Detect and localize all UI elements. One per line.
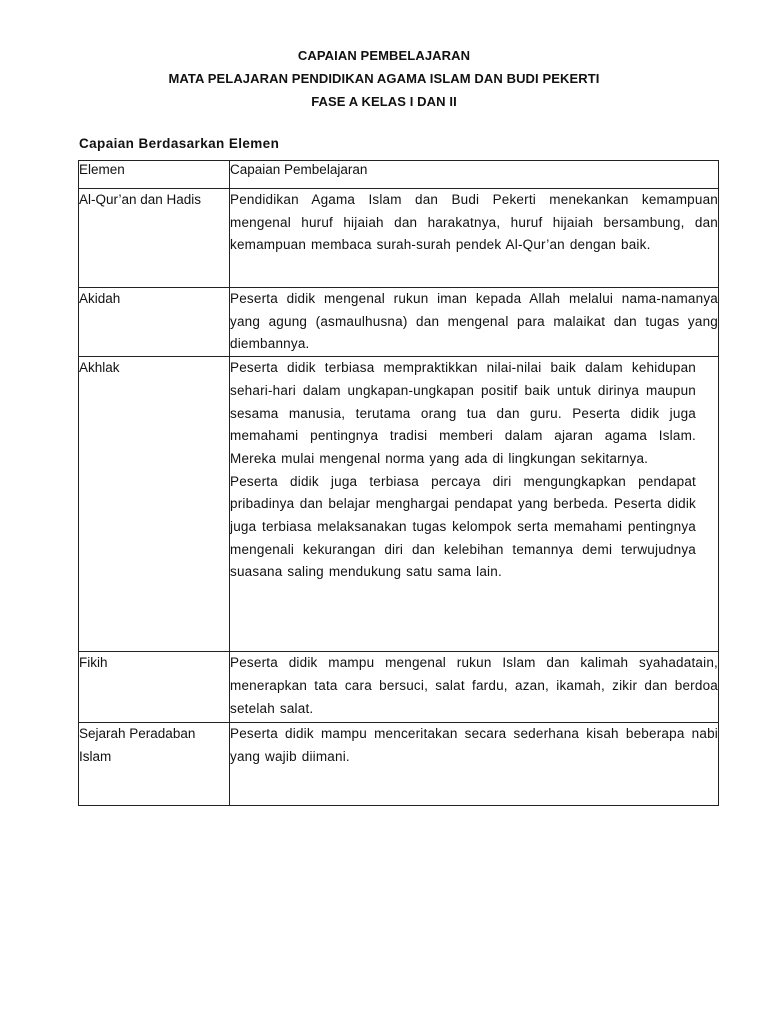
- table-header-row: [79, 161, 719, 189]
- capaian-paragraph: Peserta didik mampu menceritakan secara sederhana kisah beberapa nabi yang wajib diimani.: [230, 726, 718, 764]
- table-row: [79, 288, 719, 357]
- table-row: [79, 652, 719, 723]
- capaian-paragraph: Peserta didik mengenal rukun iman kepada Allah melalui nama-namanya yang agung (asmaulhusna) dan mengenal para malaikat dan tugas yang diembannya.: [230, 291, 718, 352]
- elemen-cell: Fikih: [79, 652, 230, 723]
- capaian-cell: [230, 652, 719, 723]
- capaian-paragraph: Peserta didik mampu mengenal rukun Islam dan kalimah syahadatain, menerapkan tata cara bersuci, salat fardu, azan, ikamah, zikir dan berdoa setelah salat.: [230, 655, 718, 716]
- header-elemen: Elemen: [79, 161, 230, 189]
- table-row: [79, 357, 719, 652]
- capaian-paragraph: Peserta didik juga terbiasa percaya diri mengungkapkan pendapat pribadinya dan belajar menghargai pendapat yang berbeda. Peserta didik juga terbiasa melaksanakan tugas kelompok serta memahami pentingnya mengenali kekurangan diri dan kelebihan temannya demi terwujudnya suasana saling mendukung satu sama lain.: [230, 473, 696, 580]
- elemen-cell: Akhlak: [79, 357, 230, 652]
- elemen-cell: Sejarah Peradaban Islam: [79, 723, 230, 806]
- header-capaian: Capaian Pembelajaran: [230, 161, 719, 189]
- title-line-2: MATA PELAJARAN PENDIDIKAN AGAMA ISLAM DAN BUDI PEKERTI: [168, 71, 600, 86]
- capaian-cell: [230, 723, 719, 806]
- title-line-1: CAPAIAN PEMBELAJARAN: [297, 48, 471, 63]
- table-row: [79, 189, 719, 288]
- capaian-paragraph: Pendidikan Agama Islam dan Budi Pekerti menekankan kemampuan mengenal huruf hijaiah dan harakatnya, huruf hijaiah bersambung, dan kemampuan membaca surah-surah pendek Al-Qur’an dengan baik.: [230, 192, 718, 253]
- elemen-cell: Al-Qur’an dan Hadis: [79, 189, 230, 288]
- table-row: [79, 723, 719, 806]
- section-heading: Capaian Berdasarkan Elemen: [79, 136, 280, 151]
- capaian-paragraph: Peserta didik terbiasa mempraktikkan nilai-nilai baik dalam kehidupan sehari-hari dalam ungkapan-ungkapan positif baik untuk dirinya maupun sesama manusia, terutama orang tua dan guru. Peserta didik juga memahami pentingnya tradisi memberi dalam ajaran agama Islam. Mereka mulai mengenal norma yang ada di lingkungan sekitarnya.: [230, 360, 696, 466]
- elemen-cell: Akidah: [79, 288, 230, 357]
- capaian-cell: [230, 357, 719, 652]
- capaian-cell: [230, 288, 719, 357]
- capaian-table: [78, 160, 719, 806]
- capaian-cell: [230, 189, 719, 288]
- document-title-block: [0, 44, 768, 113]
- title-line-3: FASE A KELAS I DAN II: [311, 94, 457, 109]
